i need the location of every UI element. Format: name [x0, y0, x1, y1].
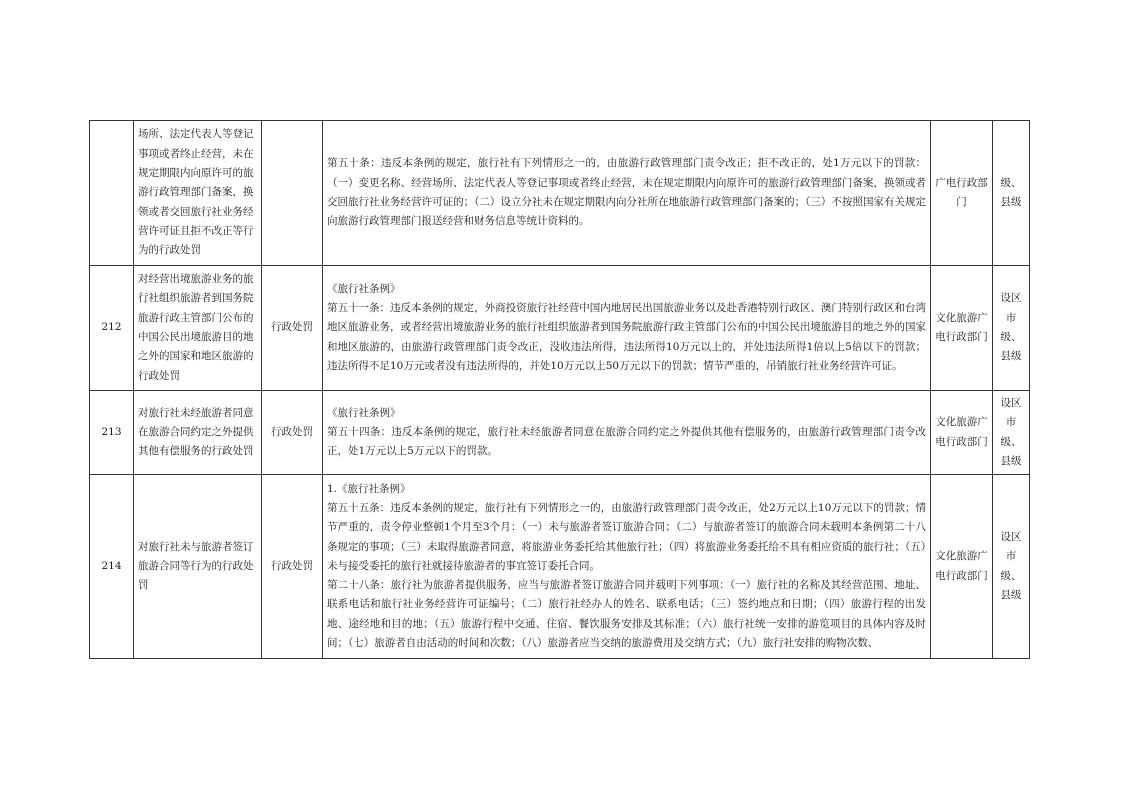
- row-number: 212: [90, 266, 134, 391]
- department: 文化旅游广电行政部门: [931, 475, 993, 659]
- legal-basis: [323, 475, 931, 659]
- jurisdiction-level: 级、县级: [993, 121, 1030, 266]
- row-number: [90, 121, 134, 266]
- item-name: 对旅行社未与旅游者签订旅游合同等行为的行政处罚: [134, 475, 262, 659]
- item-name: 对旅行社未经旅游者同意在旅游合同约定之外提供其他有偿服务的行政处罚: [134, 391, 262, 475]
- item-category: 行政处罚: [262, 266, 323, 391]
- item-name: 场所、法定代表人等登记事项或者终止经营，未在规定期限内向原许可的旅游行政管理部门备案，换领或者交回旅行社业务经营许可证且拒不改正等行为的行政处罚: [134, 121, 262, 266]
- jurisdiction-level: 设区市级、县级: [993, 391, 1030, 475]
- jurisdiction-level: 设区市级、县级: [993, 266, 1030, 391]
- law-article: 第五十五条：违反本条例的规定，旅行社有下列情形之一的，由旅游行政管理部门责令改正，处2万元以上10万元以下的罚款；情节严重的，责令停业整顿1个月至3个月：（一）未与旅游者签订旅游合同；（二）与旅游者签订的旅游合同未载明本条例第二十八条规定的事项；（三）未取得旅游者同意，将旅游业务委托给其他旅行社；（四）将旅游业务委托给不具有相应资质的旅行社；（五）未与接受委托的旅行社就接待旅游者的事宜签订委托合同。: [327, 501, 926, 572]
- item-category: 行政处罚: [262, 475, 323, 659]
- jurisdiction-level: 设区市级、县级: [993, 475, 1030, 659]
- law-title: 1.《旅行社条例》: [327, 482, 411, 495]
- legal-basis: [323, 266, 931, 391]
- penalty-table: [89, 120, 1030, 659]
- law-article: 第五十一条：违反本条例的规定，外商投资旅行社经营中国内地居民出国旅游业务以及赴香港特别行政区、澳门特别行政区和台湾地区旅游业务，或者经营出境旅游业务的旅行社组织旅游者到国务院旅游行政主管部门公布的中国公民出境旅游目的地之外的国家和地区旅游的，由旅游行政管理部门责令改正，没收违法所得，违法所得10万元以上的，并处违法所得1倍以上5倍以下的罚款；违法所得不足10万元或者没有违法所得的，并处10万元以上50万元以下的罚款；情节严重的，吊销旅行社业务经营许可证。: [327, 302, 926, 372]
- legal-basis-content: [327, 480, 926, 654]
- law-article: 第二十八条：旅行社为旅游者提供服务，应当与旅游者签订旅游合同并载明下列事项：（一）旅行社的名称及其经营范围、地址、联系电话和旅行社业务经营许可证编号；（二）旅行社经办人的姓名、联系电话；（三）签约地点和日期；（四）旅游行程的出发地、途经地和目的地；（五）旅游行程中交通、住宿、餐饮服务安排及其标准；（六）旅行社统一安排的游览项目的具体内容及时间；（七）旅游者自由活动的时间和次数；（八）旅游者应当交纳的旅游费用及交纳方式；（九）旅行社安排的购物次数、: [327, 579, 926, 650]
- department: 广电行政部门: [931, 121, 993, 266]
- item-category: [262, 121, 323, 266]
- table-row: [90, 475, 1030, 659]
- law-article: 第五十四条：违反本条例的规定，旅行社未经旅游者同意在旅游合同约定之外提供其他有偿服务的，由旅游行政管理部门责令改正，处1万元以上5万元以下的罚款。: [327, 425, 926, 458]
- table-row: [90, 391, 1030, 475]
- item-name: 对经营出境旅游业务的旅行社组织旅游者到国务院旅游行政主管部门公布的中国公民出境旅游目的地之外的国家和地区旅游的行政处罚: [134, 266, 262, 391]
- table-row: [90, 121, 1030, 266]
- law-title: 《旅行社条例》: [327, 282, 401, 295]
- department: 文化旅游广电行政部门: [931, 391, 993, 475]
- department: 文化旅游广电行政部门: [931, 266, 993, 391]
- item-category: 行政处罚: [262, 391, 323, 475]
- law-title: 《旅行社条例》: [327, 406, 401, 419]
- legal-basis: [323, 391, 931, 475]
- row-number: 214: [90, 475, 134, 659]
- row-number: 213: [90, 391, 134, 475]
- table-row: [90, 266, 1030, 391]
- legal-basis: [323, 121, 931, 266]
- law-article: 第五十条：违反本条例的规定，旅行社有下列情形之一的，由旅游行政管理部门责令改正；拒不改正的，处1万元以下的罚款：（一）变更名称、经营场所、法定代表人等登记事项或者终止经营，未在规定期限内向原许可的旅游行政管理部门备案，换领或者交回旅行社业务经营许可证的；（二）设立分社未在规定期限内向分社所在地旅游行政管理部门备案的；（三）不按照国家有关规定向旅游行政管理部门报送经营和财务信息等统计资料的。: [327, 157, 926, 228]
